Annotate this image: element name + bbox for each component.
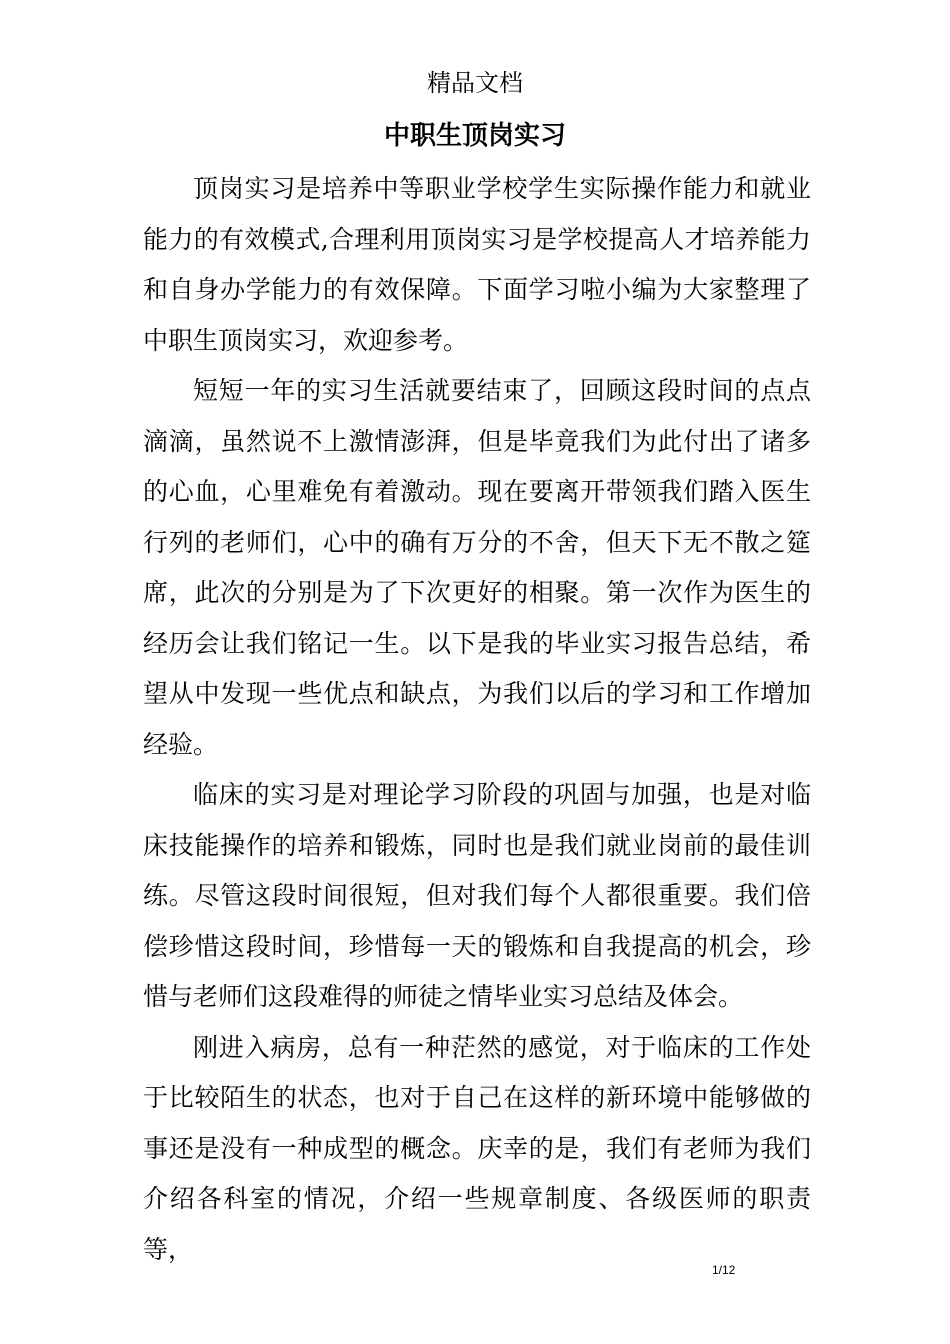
paragraph-1: 顶岗实习是培养中等职业学校学生实际操作能力和就业能力的有效模式,合理利用顶岗实习是学校提高人才培养能力和自身办学能力的有效保障。下面学习啦小编为大家整理了中职生顶岗实习，欢迎参考。: [143, 174, 811, 355]
paragraph-2: 短短一年的实习生活就要结束了，回顾这段时间的点点滴滴，虽然说不上激情澎湃，但是毕竟我们为此付出了诸多的心血，心里难免有着激动。现在要离开带领我们踏入医生行列的老师们，心中的确有万分的不舍，但天下无不散之筵席，此次的分别是为了下次更好的相聚。第一次作为医生的经历会让我们铭记一生。以下是我的毕业实习报告总结，希望从中发现一些优点和缺点，为我们以后的学习和工作增加经验。: [143, 376, 811, 759]
paragraph-4: 刚进入病房，总有一种茫然的感觉，对于临床的工作处于比较陌生的状态，也对于自己在这样的新环境中能够做的事还是没有一种成型的概念。庆幸的是，我们有老师为我们介绍各科室的情况，介绍一些规章制度、各级医师的职责等，: [143, 1032, 811, 1264]
document-body: [143, 164, 811, 1275]
paragraph-3: 临床的实习是对理论学习阶段的巩固与加强，也是对临床技能操作的培养和锻炼，同时也是我们就业岗前的最佳训练。尽管这段时间很短，但对我们每个人都很重要。我们倍偿珍惜这段时间，珍惜每一天的锻炼和自我提高的机会，珍惜与老师们这段难得的师徒之情毕业实习总结及体会。: [143, 780, 811, 1011]
document-header: 精品文档: [427, 69, 523, 97]
page-number: 1/12: [712, 1263, 736, 1277]
document-title: 中职生顶岗实习: [383, 121, 566, 151]
